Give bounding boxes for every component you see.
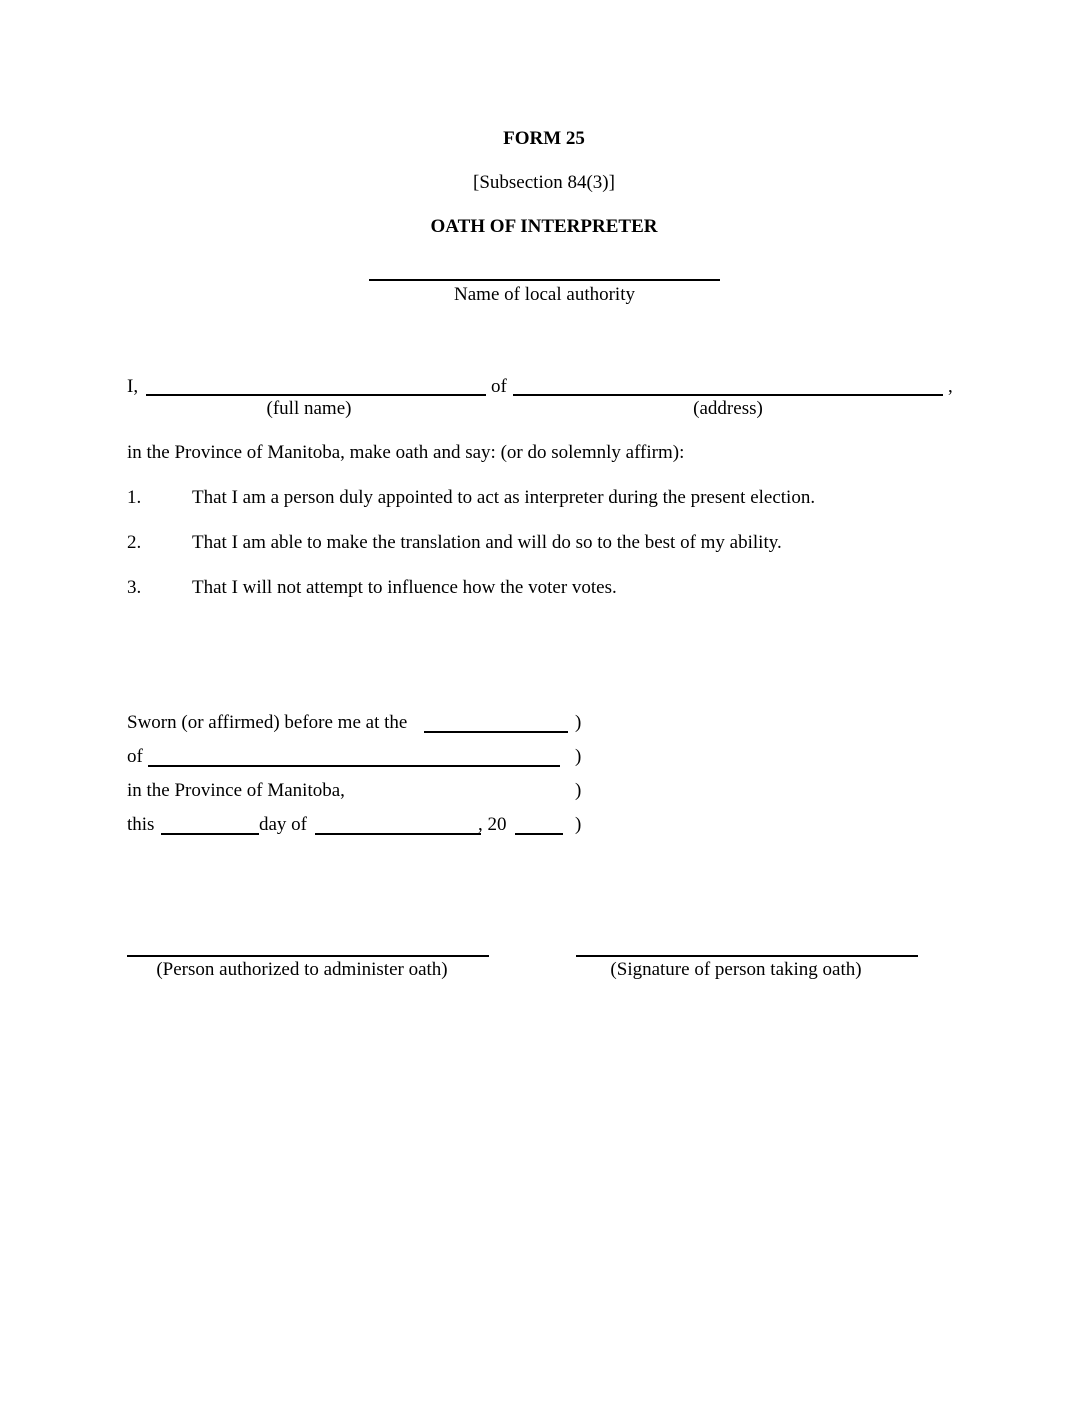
jurat-year-line[interactable] [515, 833, 563, 835]
jurat-year-prefix: , 20 [478, 814, 507, 835]
jurat-bracket: ) [575, 746, 582, 767]
declarant-prefix: I, [127, 376, 139, 397]
jurat-day-of-label: day of [259, 814, 308, 835]
jurat-month-line[interactable] [315, 833, 481, 835]
administrator-signature-line[interactable] [127, 955, 489, 957]
form-number: FORM 25 [503, 128, 585, 149]
jurat-of-label: of [127, 746, 143, 767]
jurat-province-label: in the Province of Manitoba, [127, 780, 345, 801]
full-name-line[interactable] [146, 394, 486, 396]
statement-text: That I am able to make the translation and will do so to the best of my ability. [192, 532, 782, 553]
statement-number: 3. [127, 577, 142, 598]
declarant-comma: , [948, 376, 953, 397]
administrator-caption: (Person authorized to administer oath) [156, 959, 448, 980]
deponent-caption: (Signature of person taking oath) [610, 959, 862, 980]
jurat-sworn-label: Sworn (or affirmed) before me at the [127, 712, 408, 733]
address-line[interactable] [513, 394, 943, 396]
statement-number: 2. [127, 532, 142, 553]
full-name-caption: (full name) [266, 398, 352, 419]
jurat-day-line[interactable] [161, 833, 259, 835]
statement-text: That I will not attempt to influence how the voter votes. [192, 577, 617, 598]
jurat-this-label: this [127, 814, 155, 835]
address-caption: (address) [693, 398, 763, 419]
jurat-bracket: ) [575, 780, 582, 801]
statement-number: 1. [127, 487, 142, 508]
jurat-bracket: ) [575, 712, 582, 733]
jurat-of-line[interactable] [148, 765, 560, 767]
jurat-bracket: ) [575, 814, 582, 835]
of-label: of [491, 376, 507, 397]
local-authority-line[interactable] [369, 279, 720, 281]
local-authority-caption: Name of local authority [454, 284, 635, 305]
deponent-signature-line[interactable] [576, 955, 918, 957]
statement-intro: in the Province of Manitoba, make oath and say: (or do solemnly affirm): [127, 442, 685, 463]
form-title: OATH OF INTERPRETER [430, 216, 658, 237]
subsection-reference: [Subsection 84(3)] [473, 172, 615, 193]
statement-text: That I am a person duly appointed to act as interpreter during the present election. [192, 487, 816, 508]
jurat-place-line[interactable] [424, 731, 568, 733]
